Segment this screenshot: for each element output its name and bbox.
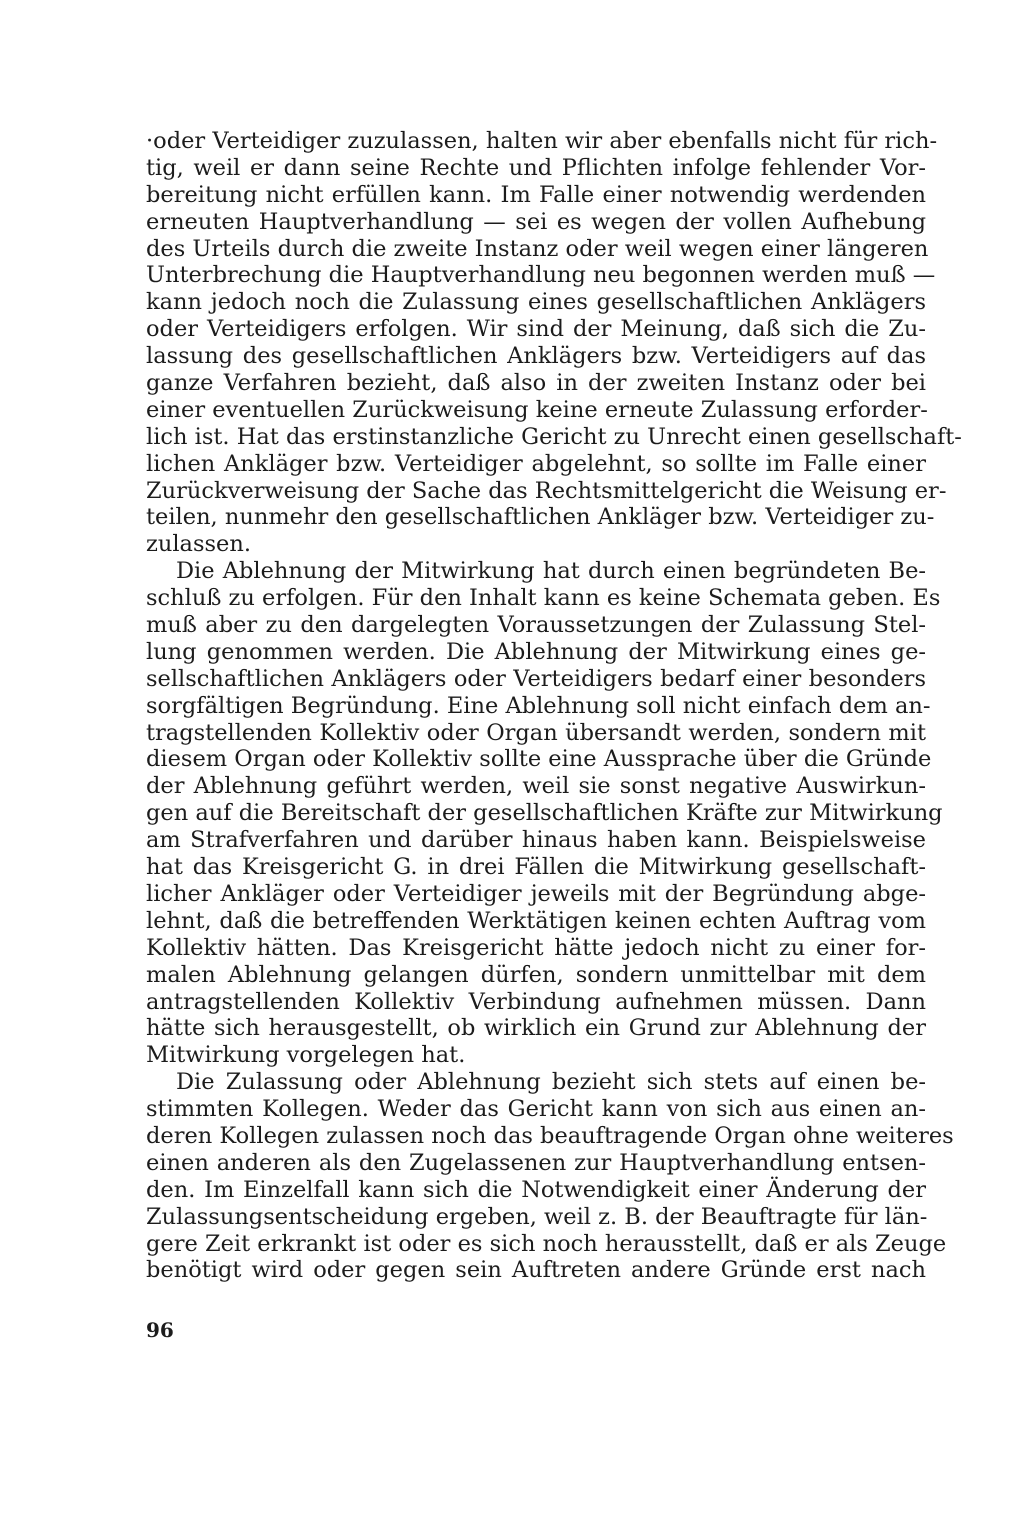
text-line: des Urteils durch die zweite Instanz oder weil wegen einer längeren xyxy=(146,235,929,262)
text-line: den. Im Einzelfall kann sich die Notwendigkeit einer Änderung der xyxy=(146,1176,926,1203)
text-line: zulassen. xyxy=(146,531,252,558)
text-line: schluß zu erfolgen. Für den Inhalt kann es keine Schemata geben. Es xyxy=(146,585,941,612)
text-line: antragstellenden Kollektiv Verbindung aufnehmen müssen. Dann xyxy=(146,988,926,1015)
paragraph xyxy=(146,128,962,558)
text-line: Die Ablehnung der Mitwirkung hat durch einen begründeten Be- xyxy=(176,558,926,585)
text-line: ·oder Verteidiger zuzulassen, halten wir aber ebenfalls nicht für rich- xyxy=(146,128,938,154)
body-text xyxy=(146,128,962,1284)
text-line: gere Zeit erkrankt ist oder es sich noch herausstellt, daß er als Zeuge xyxy=(146,1230,947,1257)
text-line: lehnt, daß die betreffenden Werktätigen keinen echten Auftrag vom xyxy=(146,907,926,934)
text-line: ganze Verfahren bezieht, daß also in der zweiten Instanz oder bei xyxy=(146,370,926,397)
text-line: oder Verteidigers erfolgen. Wir sind der Meinung, daß sich die Zu- xyxy=(146,316,926,343)
text-line: einen anderen als den Zugelassenen zur Hauptverhandlung entsen- xyxy=(146,1149,926,1176)
page-number: 96 xyxy=(146,1318,174,1342)
text-line: sorgfältigen Begründung. Eine Ablehnung soll nicht einfach dem an- xyxy=(146,692,931,719)
text-line: Die Zulassung oder Ablehnung bezieht sich stets auf einen be- xyxy=(176,1069,926,1096)
text-line: tragstellenden Kollektiv oder Organ übersandt werden, sondern mit xyxy=(146,719,926,746)
text-line: diesem Organ oder Kollektiv sollte eine Aussprache über die Gründe xyxy=(146,746,932,773)
paragraph xyxy=(146,558,943,1069)
text-line: erneuten Hauptverhandlung — sei es wegen der vollen Aufhebung xyxy=(146,208,926,235)
text-line: benötigt wird oder gegen sein Auftreten andere Gründe erst nach xyxy=(146,1257,926,1284)
text-line: lich ist. Hat das erstinstanzliche Gericht zu Unrecht einen gesellschaft- xyxy=(146,423,962,450)
text-line: lichen Ankläger bzw. Verteidiger abgelehnt, so sollte im Falle einer xyxy=(146,450,926,477)
text-line: Zulassungsentscheidung ergeben, weil z. B. der Beauftragte für län- xyxy=(146,1203,928,1230)
text-line: gen auf die Bereitschaft der gesellschaftlichen Kräfte zur Mitwirkung xyxy=(146,800,943,827)
text-line: Unterbrechung die Hauptverhandlung neu begonnen werden muß — xyxy=(146,262,936,289)
text-line: licher Ankläger oder Verteidiger jeweils mit der Begründung abge- xyxy=(146,880,926,907)
text-line: der Ablehnung geführt werden, weil sie sonst negative Auswirkun- xyxy=(146,773,926,800)
paragraph xyxy=(146,1069,954,1284)
text-line: malen Ablehnung gelangen dürfen, sondern unmittelbar mit dem xyxy=(146,961,926,988)
text-line: hätte sich herausgestellt, ob wirklich ein Grund zur Ablehnung der xyxy=(146,1015,926,1042)
text-line: stimmten Kollegen. Weder das Gericht kann von sich aus einen an- xyxy=(146,1096,926,1123)
text-line: hat das Kreisgericht G. in drei Fällen die Mitwirkung gesellschaft- xyxy=(146,854,926,881)
text-line: Mitwirkung vorgelegen hat. xyxy=(146,1042,466,1069)
text-line: Kollektiv hätten. Das Kreisgericht hätte jedoch nicht zu einer for- xyxy=(146,934,926,961)
text-line: deren Kollegen zulassen noch das beauftragende Organ ohne weiteres xyxy=(146,1122,954,1149)
text-line: lassung des gesellschaftlichen Anklägers bzw. Verteidigers auf das xyxy=(146,343,926,370)
text-line: bereitung nicht erfüllen kann. Im Falle einer notwendig werdenden xyxy=(146,181,926,208)
text-line: lung genommen werden. Die Ablehnung der Mitwirkung eines ge- xyxy=(146,638,926,665)
text-line: teilen, nunmehr den gesellschaftlichen Ankläger bzw. Verteidiger zu- xyxy=(146,504,935,531)
text-line: kann jedoch noch die Zulassung eines gesellschaftlichen Anklägers xyxy=(146,289,926,316)
text-line: Zurückverweisung der Sache das Rechtsmittelgericht die Weisung er- xyxy=(146,477,947,504)
text-line: sellschaftlichen Anklägers oder Verteidigers bedarf einer besonders xyxy=(146,665,926,692)
text-line: tig, weil er dann seine Rechte und Pflichten infolge fehlender Vor- xyxy=(146,154,926,181)
text-line: einer eventuellen Zurückweisung keine erneute Zulassung erforder- xyxy=(146,396,928,423)
text-line: am Strafverfahren und darüber hinaus haben kann. Beispielsweise xyxy=(146,827,926,854)
text-line: muß aber zu den dargelegten Voraussetzungen der Zulassung Stel- xyxy=(146,612,926,639)
